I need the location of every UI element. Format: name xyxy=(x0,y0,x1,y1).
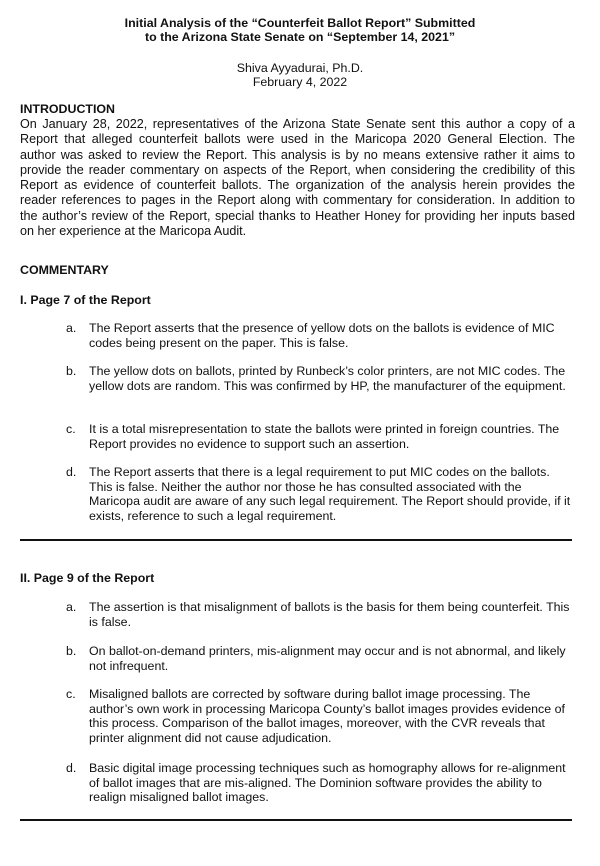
list-item xyxy=(66,644,572,673)
list-item-letter: a. xyxy=(66,321,77,335)
list-item-letter: b. xyxy=(66,644,77,658)
introduction-heading: INTRODUCTION xyxy=(20,102,115,116)
list-item-text: The Report asserts that the presence of yellow dots on the ballots is evidence of MIC codes being present on the paper. This is false. xyxy=(89,321,555,350)
list-item-letter: c. xyxy=(66,687,76,701)
list-item-letter: a. xyxy=(66,600,77,614)
list-item-letter: d. xyxy=(66,465,77,479)
list-item xyxy=(66,465,572,523)
document-title-line-2: to the Arizona State Senate on “September 14, 2021” xyxy=(144,30,456,44)
section-heading-page-9: II. Page 9 of the Report xyxy=(20,571,155,585)
document-date: February 4, 2022 xyxy=(252,75,348,89)
introduction-paragraph: On January 28, 2022, representatives of the Arizona State Senate sent this author a copy of a Report that alleged counterfeit ballots were used in the Maricopa 2020 General Election. The author was asked to review the Report. This analysis is by no means extensive rather it aims to provide the reader commentary on aspects of the Report, when considering the credibility of this Report as evidence of counterfeit ballots. The organization of the analysis herein provides the reader references to pages in the Report along with commentary for consideration. In addition to the author’s review of the Report, special thanks to Heather Honey for providing her inputs based on her experience at the Maricopa Audit. xyxy=(20,117,575,239)
list-item xyxy=(66,364,572,393)
author-name: Shiva Ayyadurai, Ph.D. xyxy=(236,61,364,75)
document-title-line-1: Initial Analysis of the “Counterfeit Ballot Report” Submitted xyxy=(124,16,476,30)
list-item xyxy=(66,422,572,451)
list-item xyxy=(66,600,572,629)
section-heading-page-7: I. Page 7 of the Report xyxy=(20,293,151,307)
section-divider xyxy=(20,539,572,541)
list-item xyxy=(66,321,572,350)
commentary-heading: COMMENTARY xyxy=(20,263,109,277)
list-item-text: It is a total misrepresentation to state the ballots were printed in foreign countries. The Report provides no evidence to support such an assertion. xyxy=(89,422,560,451)
list-item-text: The Report asserts that there is a legal requirement to put MIC codes on the ballots. This is false. Neither the author nor those he has consulted associated with the Maricopa audit are aware of any such legal requirement. The Report should provide, if it exists, reference to such a legal requirement. xyxy=(89,465,571,523)
list-item-text: On ballot-on-demand printers, mis-alignment may occur and is not abnormal, and likely not infrequent. xyxy=(89,644,566,673)
list-item-text: Basic digital image processing techniques such as homography allows for re-alignment of ballot images that are mis-aligned. The Dominion software provides the ability to realign misaligned ballot images. xyxy=(89,761,566,804)
list-item-letter: d. xyxy=(66,761,77,775)
list-item-text: The assertion is that misalignment of ballots is the basis for them being counterfeit. This is false. xyxy=(89,600,570,629)
list-item-letter: b. xyxy=(66,364,77,378)
list-item xyxy=(66,687,572,745)
list-item-text: Misaligned ballots are corrected by software during ballot image processing. The author’s own work in processing Maricopa County’s ballot images provides evidence of this process. Comparison of the ballot images, moreover, with the CVR reveals that printer alignment did not cause adjudication. xyxy=(89,687,565,745)
list-item xyxy=(66,761,572,805)
list-item-letter: c. xyxy=(66,422,76,436)
list-item-text: The yellow dots on ballots, printed by Runbeck’s color printers, are not MIC codes. The yellow dots are random. This was confirmed by HP, the manufacturer of the equipment. xyxy=(89,364,566,393)
section-divider xyxy=(20,819,572,821)
